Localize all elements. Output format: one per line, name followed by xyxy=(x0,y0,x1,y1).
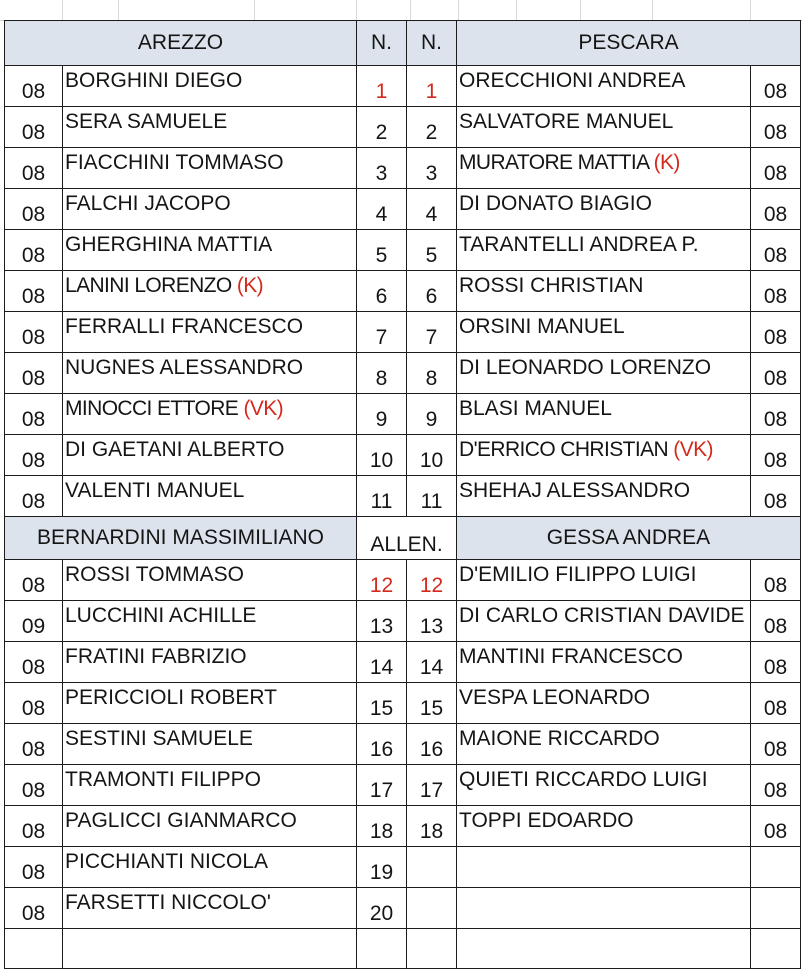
home-player-name xyxy=(63,394,357,435)
away-birth-year: 08 xyxy=(751,107,801,148)
away-player-name xyxy=(457,271,751,312)
empty-cell xyxy=(457,929,751,969)
empty-cell xyxy=(751,888,801,929)
away-player-name-text: BLASI MANUEL xyxy=(459,397,612,420)
reserve-row xyxy=(5,642,801,683)
home-player-name xyxy=(63,683,357,724)
away-birth-year: 08 xyxy=(751,394,801,435)
away-player-name-text: TARANTELLI ANDREA P. xyxy=(459,233,699,256)
home-shirt-number: 13 xyxy=(357,601,407,642)
home-player-name xyxy=(63,66,357,107)
home-player-name-text: NUGNES ALESSANDRO xyxy=(65,356,304,379)
away-shirt-number: 6 xyxy=(407,271,457,312)
away-player-name-text: D'EMILIO FILIPPO LUIGI xyxy=(459,563,697,586)
away-birth-year: 08 xyxy=(751,683,801,724)
away-player-name xyxy=(457,353,751,394)
home-birth-year: 08 xyxy=(5,560,63,601)
home-player-name-text: MINOCCI ETTORE xyxy=(65,397,244,420)
empty-cell xyxy=(357,929,407,969)
home-birth-year: 08 xyxy=(5,683,63,724)
home-player-name-text: PAGLICCI GIANMARCO xyxy=(65,809,297,832)
away-player-name xyxy=(457,394,751,435)
home-birth-year: 08 xyxy=(5,189,63,230)
home-player-name-text: PICCHIANTI NICOLA xyxy=(65,850,269,873)
home-shirt-number: 15 xyxy=(357,683,407,724)
starter-row xyxy=(5,148,801,189)
starter-row xyxy=(5,107,801,148)
starter-row xyxy=(5,435,801,476)
home-shirt-number: 14 xyxy=(357,642,407,683)
reserve-row xyxy=(5,724,801,765)
starter-row xyxy=(5,476,801,517)
away-player-name-text: DI LEONARDO LORENZO xyxy=(459,356,712,379)
away-birth-year: 08 xyxy=(751,312,801,353)
home-player-name xyxy=(63,435,357,476)
home-birth-year: 08 xyxy=(5,148,63,189)
home-player-name xyxy=(63,560,357,601)
home-player-name xyxy=(63,806,357,847)
away-shirt-number: 18 xyxy=(407,806,457,847)
away-shirt-number: 4 xyxy=(407,189,457,230)
home-team-name: AREZZO xyxy=(5,21,357,66)
away-player-name-text: DI DONATO BIAGIO xyxy=(459,192,652,215)
away-birth-year: 08 xyxy=(751,230,801,271)
home-player-name-text: TRAMONTI FILIPPO xyxy=(65,768,262,791)
home-shirt-number: 17 xyxy=(357,765,407,806)
home-captain-tag: (VK) xyxy=(243,397,284,420)
home-coach-name: BERNARDINI MASSIMILIANO xyxy=(5,517,357,560)
coach-label: ALLEN. xyxy=(357,517,457,560)
away-shirt-number: 7 xyxy=(407,312,457,353)
away-shirt-number: 17 xyxy=(407,765,457,806)
home-player-name-text: FARSETTI NICCOLO' xyxy=(65,891,271,914)
away-player-name xyxy=(457,765,751,806)
empty-cell xyxy=(751,929,801,969)
empty-cell xyxy=(407,929,457,969)
away-birth-year: 08 xyxy=(751,271,801,312)
home-player-name xyxy=(63,847,357,888)
empty-row xyxy=(5,929,801,969)
starter-row xyxy=(5,312,801,353)
spreadsheet-gridlines xyxy=(0,0,802,21)
away-shirt-number: 2 xyxy=(407,107,457,148)
away-player-name xyxy=(457,312,751,353)
starter-row xyxy=(5,394,801,435)
home-shirt-number: 3 xyxy=(357,148,407,189)
reserve-row xyxy=(5,806,801,847)
away-birth-year: 08 xyxy=(751,353,801,394)
away-player-name-text: QUIETI RICCARDO LUIGI xyxy=(459,768,708,791)
away-player-name-text: VESPA LEONARDO xyxy=(459,686,651,709)
empty-cell xyxy=(457,847,751,888)
empty-cell xyxy=(407,847,457,888)
away-player-name xyxy=(457,148,751,189)
home-birth-year: 08 xyxy=(5,724,63,765)
starter-row xyxy=(5,230,801,271)
home-player-name-text: SESTINI SAMUELE xyxy=(65,727,253,750)
away-player-name-text: SALVATORE MANUEL xyxy=(459,110,674,133)
team-header-row xyxy=(5,21,801,66)
away-shirt-number: 10 xyxy=(407,435,457,476)
home-player-name xyxy=(63,765,357,806)
reserve-row xyxy=(5,683,801,724)
starter-row xyxy=(5,66,801,107)
lineup-table xyxy=(4,20,801,969)
home-player-name-text: BORGHINI DIEGO xyxy=(65,69,243,92)
away-player-name xyxy=(457,601,751,642)
home-player-name xyxy=(63,189,357,230)
away-birth-year: 08 xyxy=(751,148,801,189)
home-player-name-text: VALENTI MANUEL xyxy=(65,479,245,502)
home-birth-year: 09 xyxy=(5,601,63,642)
away-birth-year: 08 xyxy=(751,435,801,476)
coach-row xyxy=(5,517,801,560)
home-player-name-text: FIACCHINI TOMMASO xyxy=(65,151,284,174)
away-player-name xyxy=(457,476,751,517)
away-birth-year: 08 xyxy=(751,806,801,847)
home-shirt-number: 18 xyxy=(357,806,407,847)
away-shirt-number: 1 xyxy=(407,66,457,107)
away-player-name xyxy=(457,66,751,107)
away-captain-tag: (K) xyxy=(653,151,680,174)
home-birth-year: 08 xyxy=(5,312,63,353)
home-shirt-number: 7 xyxy=(357,312,407,353)
home-birth-year: 08 xyxy=(5,642,63,683)
home-birth-year: 08 xyxy=(5,435,63,476)
away-player-name xyxy=(457,189,751,230)
away-player-name-text: ORECCHIONI ANDREA xyxy=(459,69,686,92)
home-player-name xyxy=(63,312,357,353)
away-coach-name: GESSA ANDREA xyxy=(457,517,801,560)
home-birth-year: 08 xyxy=(5,847,63,888)
away-shirt-number: 9 xyxy=(407,394,457,435)
away-captain-tag: (VK) xyxy=(673,438,713,461)
home-player-name-text: SERA SAMUELE xyxy=(65,110,228,133)
home-birth-year: 08 xyxy=(5,353,63,394)
away-player-name xyxy=(457,230,751,271)
home-player-name-text: ROSSI TOMMASO xyxy=(65,563,244,586)
home-shirt-number: 5 xyxy=(357,230,407,271)
away-player-name xyxy=(457,560,751,601)
home-shirt-number: 4 xyxy=(357,189,407,230)
home-player-name xyxy=(63,888,357,929)
away-player-name xyxy=(457,642,751,683)
home-shirt-number: 8 xyxy=(357,353,407,394)
empty-cell xyxy=(5,929,63,969)
away-player-name-text: MURATORE MATTIA xyxy=(459,151,654,174)
home-player-name xyxy=(63,642,357,683)
away-birth-year: 08 xyxy=(751,642,801,683)
away-birth-year: 08 xyxy=(751,476,801,517)
away-birth-year: 08 xyxy=(751,189,801,230)
home-birth-year: 08 xyxy=(5,271,63,312)
home-birth-year: 08 xyxy=(5,66,63,107)
home-shirt-number: 11 xyxy=(357,476,407,517)
away-birth-year: 08 xyxy=(751,601,801,642)
home-player-name-text: DI GAETANI ALBERTO xyxy=(65,438,285,461)
empty-cell xyxy=(63,929,357,969)
away-player-name xyxy=(457,806,751,847)
home-shirt-number: 12 xyxy=(357,560,407,601)
home-birth-year: 08 xyxy=(5,806,63,847)
home-shirt-number: 19 xyxy=(357,847,407,888)
away-player-name-text: MAIONE RICCARDO xyxy=(459,727,660,750)
home-player-name xyxy=(63,148,357,189)
away-shirt-number: 12 xyxy=(407,560,457,601)
empty-cell xyxy=(407,888,457,929)
away-birth-year: 08 xyxy=(751,765,801,806)
away-shirt-number: 13 xyxy=(407,601,457,642)
home-player-name-text: FALCHI JACOPO xyxy=(65,192,231,215)
away-player-name-text: MANTINI FRANCESCO xyxy=(459,645,684,668)
away-shirt-number: 11 xyxy=(407,476,457,517)
away-player-name-text: SHEHAJ ALESSANDRO xyxy=(459,479,691,502)
home-player-name-text: PERICCIOLI ROBERT xyxy=(65,686,277,709)
home-shirt-number: 1 xyxy=(357,66,407,107)
home-player-name xyxy=(63,724,357,765)
home-player-name xyxy=(63,601,357,642)
away-player-name xyxy=(457,683,751,724)
away-birth-year: 08 xyxy=(751,560,801,601)
away-player-name-text: DI CARLO CRISTIAN DAVIDE xyxy=(459,604,745,627)
home-player-name xyxy=(63,230,357,271)
away-player-name-text: ORSINI MANUEL xyxy=(459,315,625,338)
away-shirt-number: 8 xyxy=(407,353,457,394)
home-shirt-number: 9 xyxy=(357,394,407,435)
away-player-name-text: D'ERRICO CHRISTIAN xyxy=(459,438,674,461)
empty-cell xyxy=(751,847,801,888)
home-shirt-number: 16 xyxy=(357,724,407,765)
home-birth-year: 08 xyxy=(5,394,63,435)
home-shirt-number: 20 xyxy=(357,888,407,929)
away-number-header: N. xyxy=(407,21,457,66)
home-birth-year: 08 xyxy=(5,765,63,806)
reserve-row xyxy=(5,560,801,601)
home-player-name-text: FERRALLI FRANCESCO xyxy=(65,315,304,338)
home-player-name-text: LUCCHINI ACHILLE xyxy=(65,604,257,627)
starter-row xyxy=(5,353,801,394)
home-birth-year: 08 xyxy=(5,107,63,148)
home-player-name-text: FRATINI FABRIZIO xyxy=(65,645,247,668)
home-birth-year: 08 xyxy=(5,888,63,929)
away-player-name xyxy=(457,724,751,765)
away-player-name-text: TOPPI EDOARDO xyxy=(459,809,634,832)
home-player-name xyxy=(63,353,357,394)
away-shirt-number: 16 xyxy=(407,724,457,765)
starter-row xyxy=(5,189,801,230)
reserve-row xyxy=(5,888,801,929)
home-player-name xyxy=(63,476,357,517)
reserve-row xyxy=(5,601,801,642)
home-player-name xyxy=(63,107,357,148)
home-player-name-text: GHERGHINA MATTIA xyxy=(65,233,273,256)
home-birth-year: 08 xyxy=(5,230,63,271)
home-number-header: N. xyxy=(357,21,407,66)
home-captain-tag: (K) xyxy=(236,274,264,297)
empty-cell xyxy=(457,888,751,929)
away-birth-year: 08 xyxy=(751,66,801,107)
away-player-name xyxy=(457,435,751,476)
away-shirt-number: 14 xyxy=(407,642,457,683)
away-player-name-text: ROSSI CHRISTIAN xyxy=(459,274,644,297)
away-shirt-number: 3 xyxy=(407,148,457,189)
home-shirt-number: 10 xyxy=(357,435,407,476)
home-player-name xyxy=(63,271,357,312)
reserve-row xyxy=(5,765,801,806)
home-player-name-text: LANINI LORENZO xyxy=(65,274,237,297)
away-birth-year: 08 xyxy=(751,724,801,765)
away-shirt-number: 5 xyxy=(407,230,457,271)
home-shirt-number: 6 xyxy=(357,271,407,312)
reserve-row xyxy=(5,847,801,888)
away-player-name xyxy=(457,107,751,148)
home-birth-year: 08 xyxy=(5,476,63,517)
home-shirt-number: 2 xyxy=(357,107,407,148)
away-team-name: PESCARA xyxy=(457,21,801,66)
starter-row xyxy=(5,271,801,312)
away-shirt-number: 15 xyxy=(407,683,457,724)
